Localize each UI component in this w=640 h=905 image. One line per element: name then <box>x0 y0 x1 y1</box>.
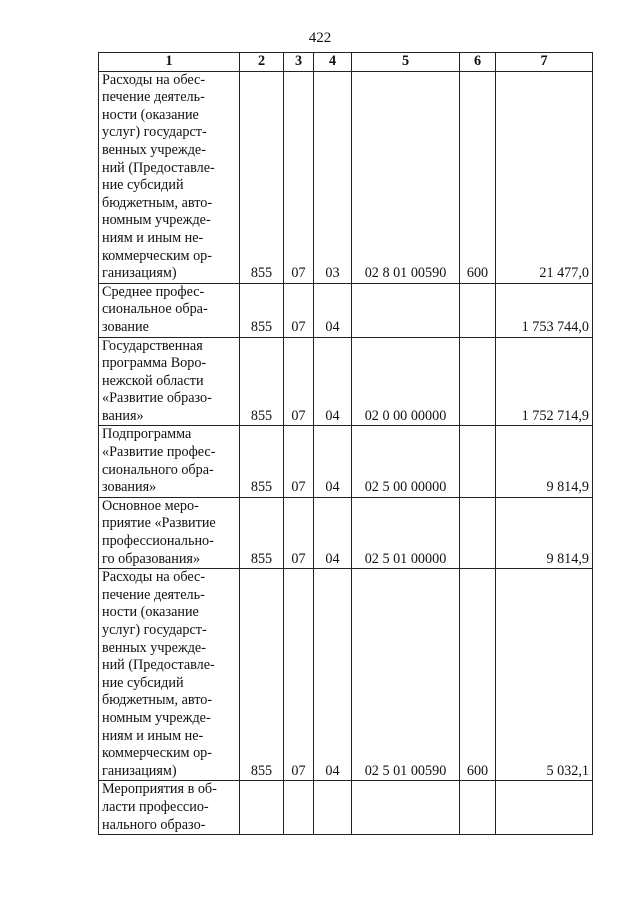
expense-type-cell <box>460 426 496 497</box>
expense-type-cell <box>460 497 496 568</box>
target-article-cell: 02 5 01 00590 <box>352 569 460 781</box>
column-header: 7 <box>496 53 593 72</box>
amount-cell: 5 032,1 <box>496 569 593 781</box>
page-number: 422 <box>308 30 332 46</box>
description-line: ниям и иным не- <box>102 727 204 744</box>
expense-type-cell: 600 <box>460 569 496 781</box>
section-code-cell: 07 <box>284 569 314 781</box>
section-code-cell: 07 <box>284 497 314 568</box>
target-article-cell: 02 5 01 00000 <box>352 497 460 568</box>
description-line: печение деятель- <box>102 89 205 106</box>
target-article-cell <box>352 283 460 337</box>
description-line: сиональное обра- <box>102 301 208 318</box>
amount-cell: 1 753 744,0 <box>496 283 593 337</box>
description-line: ласти профессио- <box>102 798 209 815</box>
description-line: ганизациям) <box>102 265 177 282</box>
table-row <box>99 781 593 835</box>
description-line: коммерческим ор- <box>102 247 212 264</box>
description-line: ности (оказание <box>102 106 199 123</box>
section-code-cell: 07 <box>284 71 314 283</box>
expense-type-cell <box>460 283 496 337</box>
table-header-row <box>99 53 593 72</box>
row-description <box>99 497 240 568</box>
description-line: услуг) государст- <box>102 622 207 638</box>
description-line: «Развитие образо- <box>102 390 212 407</box>
table-row <box>99 497 593 568</box>
amount-cell: 1 752 714,9 <box>496 337 593 426</box>
column-header: 5 <box>352 53 460 72</box>
description-line: ний (Предоставле- <box>102 159 215 176</box>
description-line: номным учрежде- <box>102 212 211 229</box>
description-line: Подпрограмма <box>102 426 192 443</box>
description-line: профессионально- <box>102 533 214 550</box>
table-row <box>99 426 593 497</box>
description-line: ний (Предоставле- <box>102 657 215 674</box>
amount-cell: 21 477,0 <box>496 71 593 283</box>
description-line: венных учрежде- <box>102 141 206 158</box>
row-description <box>99 426 240 497</box>
description-line: нального образо- <box>102 816 206 833</box>
description-line: бюджетным, авто- <box>102 692 213 709</box>
expense-type-cell: 600 <box>460 71 496 283</box>
description-line: коммерческим ор- <box>102 745 212 762</box>
section-code-cell: 07 <box>284 426 314 497</box>
column-header: 2 <box>240 53 284 72</box>
section-code-cell: 07 <box>284 283 314 337</box>
row-description <box>99 71 240 283</box>
row-description <box>99 337 240 426</box>
description-line: услуг) государст- <box>102 124 207 141</box>
table-row <box>99 283 593 337</box>
description-line: Расходы на обес- <box>102 71 206 88</box>
description-line: нежской области <box>102 372 204 389</box>
description-line: ние субсидий <box>102 674 184 691</box>
subsection-code-cell: 04 <box>314 569 352 781</box>
subsection-code-cell: 04 <box>314 426 352 497</box>
subsection-code-cell: 04 <box>314 497 352 568</box>
description-line: ности (оказание <box>102 604 199 621</box>
ministry-code-cell: 855 <box>240 71 284 283</box>
subsection-code-cell: 04 <box>314 283 352 337</box>
expense-type-cell <box>460 337 496 426</box>
target-article-cell: 02 5 00 00000 <box>352 426 460 497</box>
description-line: «Развитие профес- <box>102 444 216 461</box>
ministry-code-cell: 855 <box>240 426 284 497</box>
description-line: Государственная <box>102 337 203 354</box>
ministry-code-cell: 855 <box>240 283 284 337</box>
description-line: зование <box>102 318 149 335</box>
row-description <box>99 283 240 337</box>
column-header: 4 <box>314 53 352 72</box>
subsection-code-cell: 03 <box>314 71 352 283</box>
table-row <box>99 71 593 283</box>
description-line: Расходы на обес- <box>102 569 206 586</box>
description-line: ние субсидий <box>102 177 184 194</box>
target-article-cell: 02 8 01 00590 <box>352 71 460 283</box>
table-body <box>99 71 593 835</box>
description-line: номным учрежде- <box>102 709 211 726</box>
table-row <box>99 337 593 426</box>
budget-table <box>98 52 593 835</box>
section-code-cell <box>284 781 314 835</box>
subsection-code-cell <box>314 781 352 835</box>
ministry-code-cell <box>240 781 284 835</box>
description-line: бюджетным, авто- <box>102 194 213 211</box>
description-line: печение деятель- <box>102 586 205 603</box>
target-article-cell <box>352 781 460 835</box>
description-line: сионального обра- <box>102 461 214 478</box>
amount-cell <box>496 781 593 835</box>
target-article-cell: 02 0 00 00000 <box>352 337 460 426</box>
description-line: Основное меро- <box>102 497 199 514</box>
row-description <box>99 569 240 781</box>
description-line: ниям и иным не- <box>102 229 204 246</box>
description-line: Мероприятия в об- <box>102 781 217 798</box>
column-header: 3 <box>284 53 314 72</box>
description-line: Среднее профес- <box>102 283 205 300</box>
ministry-code-cell: 855 <box>240 337 284 426</box>
description-line: венных учрежде- <box>102 639 206 656</box>
table-row <box>99 569 593 781</box>
description-line: приятие «Развитие <box>102 515 216 532</box>
description-line: го образования» <box>102 550 201 567</box>
expense-type-cell <box>460 781 496 835</box>
description-line: программа Воро- <box>102 355 207 372</box>
column-header: 1 <box>99 53 240 72</box>
amount-cell: 9 814,9 <box>496 497 593 568</box>
column-header: 6 <box>460 53 496 72</box>
description-line: вания» <box>102 407 144 424</box>
row-description <box>99 781 240 835</box>
description-line: ганизациям) <box>102 762 177 779</box>
subsection-code-cell: 04 <box>314 337 352 426</box>
ministry-code-cell: 855 <box>240 497 284 568</box>
description-line: зования» <box>102 479 157 496</box>
amount-cell: 9 814,9 <box>496 426 593 497</box>
ministry-code-cell: 855 <box>240 569 284 781</box>
section-code-cell: 07 <box>284 337 314 426</box>
